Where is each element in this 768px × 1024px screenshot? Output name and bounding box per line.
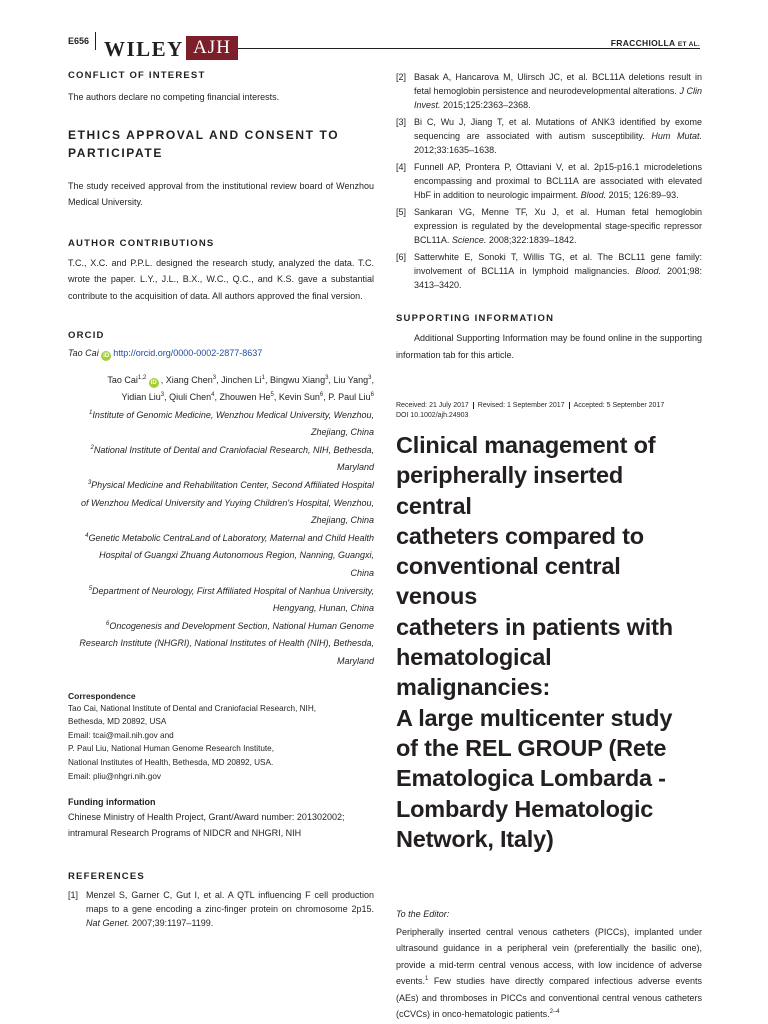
title-line: peripherally inserted central — [396, 462, 623, 519]
right-column — [396, 70, 702, 1023]
author-name: Liu Yang$^3$ — [333, 374, 372, 385]
orcid-icon[interactable]: iD — [150, 379, 157, 386]
to-editor: To the Editor: — [396, 909, 450, 920]
page-number: E656 — [68, 36, 90, 46]
correspondence-line: Email: tcai@mail.nih.gov and — [68, 730, 174, 740]
correspondence-line: Tao Cai, National Institute of Dental and Craniofacial Research, NIH, — [68, 703, 317, 713]
title-line: conventional central venous — [396, 553, 621, 610]
author-name: Kevin Sun$^6$ — [278, 392, 324, 403]
affiliation: $^2$National Institute of Dental and Craniofacial Research, NIH, Bethesda, Maryland — [90, 444, 374, 473]
conflict-text: The authors declare no competing financial interests. — [68, 92, 280, 102]
affiliation: $^3$Physical Medicine and Rehabilitation Center, Second Affiliated Hospital of Wenzhou Medical University and Yuying Children's Hospital, Wenzhou, Zhejiang, China — [80, 480, 374, 526]
correspondence-heading: Correspondence — [68, 690, 136, 701]
author-name: Tao Cai$^{1,2}$ iD — [107, 374, 157, 386]
ethics-text: The study received approval from the institutional review board of Wenzhou Medical University. — [68, 180, 374, 207]
author-name: Xiang Chen$^3$ — [165, 374, 217, 385]
contributions-heading: AUTHOR CONTRIBUTIONS — [68, 237, 215, 249]
affiliation: $^5$Department of Neurology, First Affiliated Hospital of Nanhua University, Hengyang, Hunan, China — [88, 585, 374, 614]
orcid-heading: ORCID — [68, 330, 105, 341]
title-line: hematological malignancies: — [396, 644, 552, 701]
journal-logo: AJH — [186, 36, 238, 60]
title-line: catheters compared to — [396, 522, 644, 549]
author-name: P. Paul Liu$^6$ — [328, 392, 374, 403]
supporting-heading: SUPPORTING INFORMATION — [396, 313, 555, 324]
funding-line: Chinese Ministry of Health Project, Grant/Award number: 201302002; — [68, 812, 345, 823]
title-line: of the REL GROUP (Rete — [396, 734, 667, 761]
left-column — [68, 70, 374, 933]
funding-line: intramural Research Programs of NIDCR and NHGRI, NIH — [68, 828, 302, 839]
article-dates: Received: 21 July 2017 Revised: 1 September 2017 Accepted: 5 September 2017 — [396, 402, 665, 409]
orcid-link[interactable]: http://orcid.org/0000-0002-2877-8637 — [113, 348, 263, 358]
publisher-logo: WILEY — [104, 37, 184, 61]
reference-item: [6] Satterwhite E, Sonoki T, Willis TG, et al. The BCL11 gene family: involvement of BCL11A in lymphoid malignancies. Blood. 2001;98: 3413–3420. — [396, 252, 702, 290]
author-name: Zhouwen He$^5$ — [219, 392, 274, 403]
title-line: Network, Italy) — [396, 825, 554, 852]
references-heading: REFERENCES — [68, 871, 145, 883]
reference-item: [4] Funnell AP, Prontera P, Ottaviani V, et al. 2p15-p16.1 microdeletions encompassing and proximal to BCL11A are associated with elevated HbF in addition to neurologic impairment. Blood. 2015; 126:89–93. — [396, 162, 702, 200]
title-line: Ematologica Lombarda - — [396, 765, 666, 792]
supporting-text: Additional Supporting Information may be found online in the supporting information tab for this article. — [396, 333, 702, 360]
title-line: catheters in patients with — [396, 613, 673, 640]
correspondence-line: Email: pliu@nhgri.nih.gov — [68, 771, 161, 781]
correspondence-line: Bethesda, MD 20892, USA — [68, 717, 167, 727]
correspondence-line: P. Paul Liu, National Human Genome Research Institute, — [68, 744, 275, 754]
orcid-line — [68, 345, 374, 362]
reference-item: [5] Sankaran VG, Menne TF, Xu J, et al. Human fetal hemoglobin expression is regulated by the developmental stage-specific repressor BCL11A. Science. 2008;322:1839–1842. — [396, 207, 702, 245]
author-name: Yidian Liu$^3$ — [121, 392, 165, 403]
title-line: Clinical management of — [396, 432, 656, 458]
affiliation: $^6$Oncogenesis and Development Section, National Human Genome Research Institute (NHGRI), National Institutes of Health (NIH), Bethesda, Maryland — [79, 620, 374, 666]
author-name: Bingwu Xiang$^3$ — [270, 374, 329, 385]
title-line: Lombardy Hematologic — [396, 795, 654, 822]
article-title — [396, 430, 702, 854]
orcid-icon: iD — [103, 353, 110, 359]
author-name: Qiuli Chen$^4$ — [169, 392, 215, 403]
contributions-text: T.C., X.C. and P.P.L. designed the research study, analyzed the data. T.C. wrote the paper. L.Y., J.L., B.X., W.C., Q.C., and K.S. gave a substantial contribute to the acquisition of data. All authors approved the final version. — [68, 257, 374, 301]
funding-block — [68, 809, 374, 841]
funding-heading: Funding information — [68, 797, 156, 808]
reference-item: [2] Basak A, Hancarova M, Ulirsch JC, et al. BCL11A deletions result in fetal hemoglobin persistence and neurodevelopmental alterations. J Clin Invest. 2015;125:2363–2368. — [396, 72, 703, 110]
affiliation-list — [68, 407, 374, 671]
header-separator — [95, 32, 96, 50]
author-name: Jinchen Li$^1$ — [221, 374, 266, 385]
running-author: FRACCHIOLLA ET AL. — [610, 38, 700, 48]
ethics-heading: ETHICS APPROVAL AND CONSENT TO PARTICIPATE — [68, 127, 340, 160]
affiliation: $^4$Genetic Metabolic CentraLand of Laboratory, Maternal and Child Health Hospital of Guangxi Zhuang Autonomous Region, Nanning, Guangxi, China — [85, 532, 374, 579]
header-rule — [238, 48, 700, 49]
author-list: Tao Cai$^{1,2}$ iD , Xiang Chen$^3$, Jinchen Li$^1$, Bingwu Xiang$^3$, Liu Yang$^3$, Yidian Liu$^3$, Qiuli Chen$^4$, Zhouwen He$^5$, Kevin Sun$^6$, P. Paul Liu$^6$ — [107, 374, 374, 403]
orcid-name: Tao Cai — [68, 348, 99, 358]
title-line: A large multicenter study — [396, 704, 673, 731]
reference-list — [396, 70, 702, 292]
affiliation: $^1$Institute of Genomic Medicine, Wenzhou Medical University, Wenzhou, Zhejiang, China — [89, 409, 374, 438]
body-paragraph: Peripherally inserted central venous catheters (PICCs), implanted under ultrasound guidance in a peripheral vein (preferentially the basilic one), provide a mid-term central venous access, with low incidence of adverse events.$^1$ Few studies have directly compared infectious adverse events (AEs) and thromboses in PICCs and conventional central venous catheters (cCVCs) in onco-hematologic patients.$^{2-4}$ — [396, 926, 702, 1020]
reference-item: [1] Menzel S, Garner C, Gut I, et al. A QTL influencing F cell production maps to a gene encoding a zinc-finger protein on chromosome 2p15. Nat Genet. 2007;39:1197–1199. — [68, 890, 374, 929]
correspondence-block — [68, 702, 374, 784]
conflict-heading: CONFLICT OF INTEREST — [68, 70, 206, 81]
doi: DOI 10.1002/ajh.24903 — [396, 412, 469, 419]
reference-item: [3] Bi C, Wu J, Jiang T, et al. Mutations of ANK3 identified by exome sequencing are associated with autism susceptibility. Hum Mutat. 2012;33:1635–1638. — [396, 117, 702, 155]
correspondence-line: National Institutes of Health, Bethesda, MD 20892, USA. — [68, 757, 274, 767]
